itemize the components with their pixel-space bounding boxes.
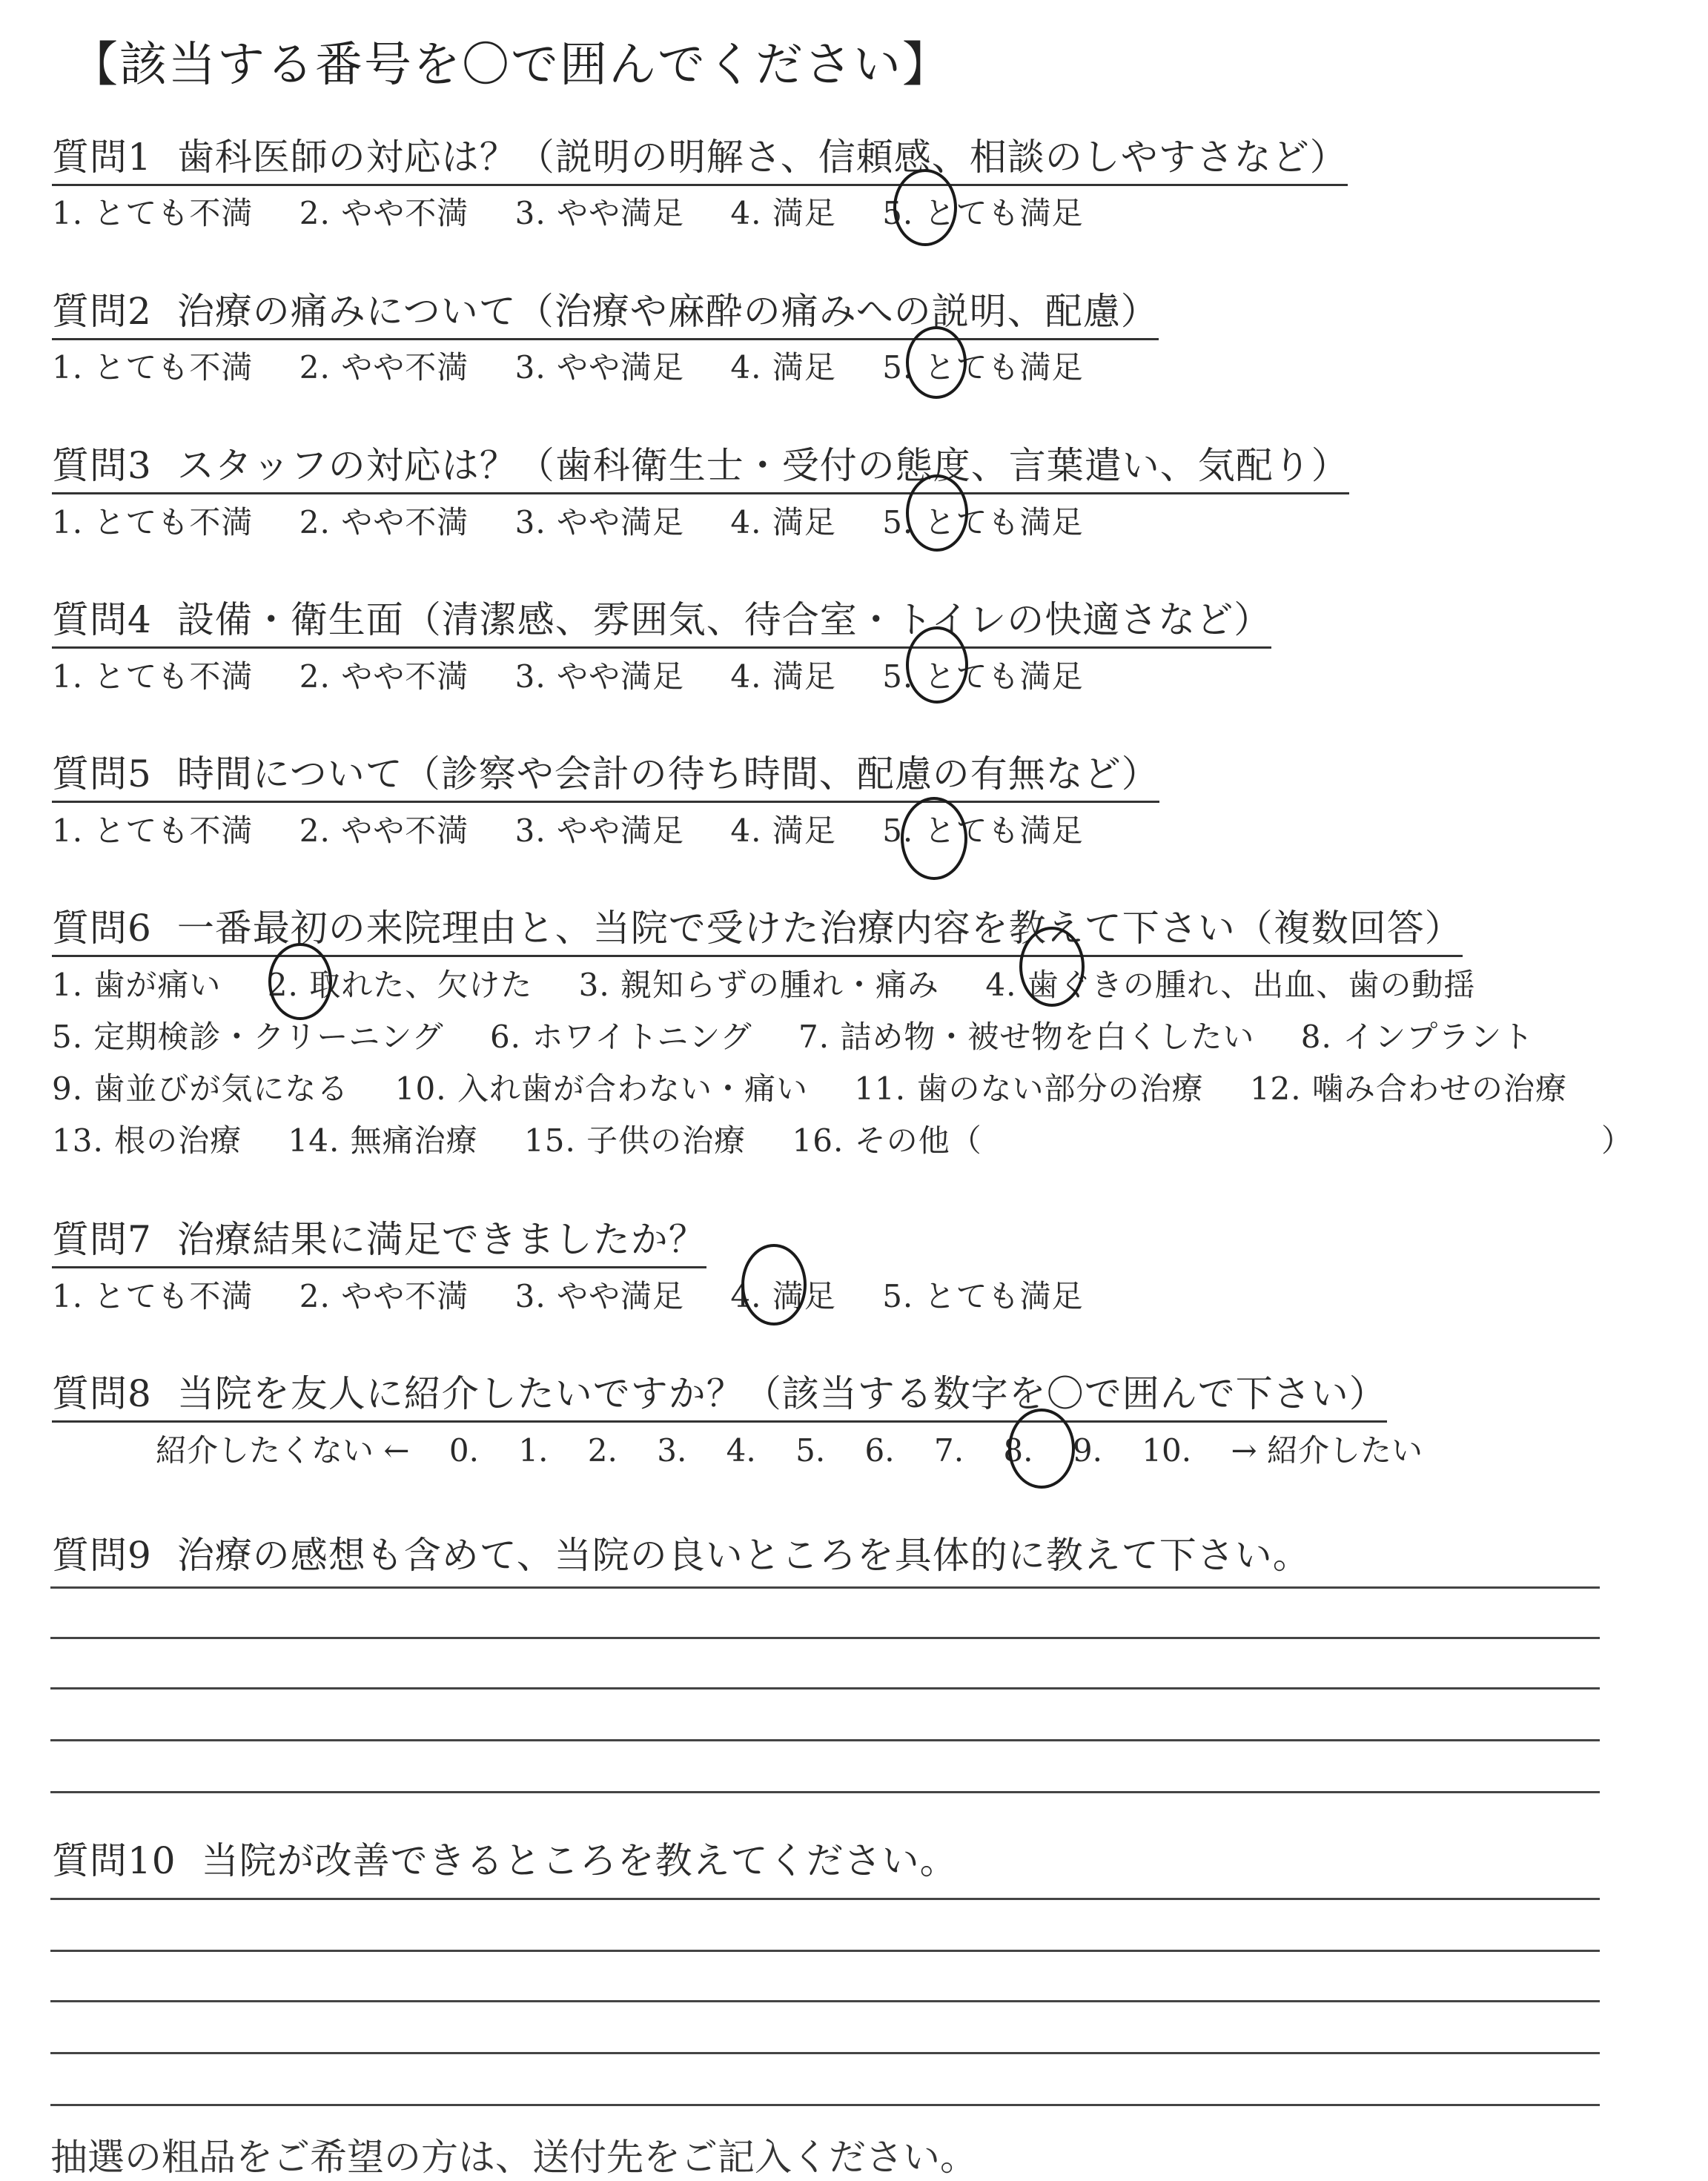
answer-line-q9-1[interactable] <box>50 1586 1600 1589</box>
scale-2[interactable]: 2. <box>587 1432 618 1469</box>
option-4[interactable]: 4. 満足 <box>730 504 836 540</box>
question-text: 治療結果に満足できましたか？ <box>176 1218 706 1261</box>
option-11[interactable]: 11. 歯のない部分の治療 <box>854 1070 1204 1107</box>
option-4[interactable]: 4. 歯ぐきの腫れ、出血、歯の動揺 <box>985 967 1476 1003</box>
other-close-paren: ） <box>1601 1122 1634 1159</box>
question-7-options <box>52 1272 1119 1317</box>
answer-circle-q4 <box>906 626 968 704</box>
scale-8[interactable]: 8. <box>1003 1432 1033 1469</box>
question-text: 時間について（診察や会計の待ち時間、配慮の有無など） <box>176 752 1159 795</box>
footer-note: 抽選の粗品をご希望の方は、送付先をご記入ください。 <box>50 2136 977 2179</box>
question-6-heading <box>52 898 1463 957</box>
scale-right-label: → 紹介したい <box>1231 1432 1423 1469</box>
option-8[interactable]: 8. インプラント <box>1300 1019 1535 1055</box>
question-text: 治療の痛みについて（治療や麻酔の痛みへの説明、配慮） <box>176 290 1159 333</box>
option-2[interactable]: 2. 取れた、欠けた <box>267 967 533 1003</box>
answer-circle-q3 <box>906 474 968 552</box>
option-4[interactable]: 4. 満足 <box>730 349 836 385</box>
option-12[interactable]: 12. 噛み合わせの治療 <box>1249 1070 1567 1107</box>
question-4-heading <box>52 590 1271 649</box>
option-2[interactable]: 2. やや不満 <box>299 813 469 849</box>
question-1-heading <box>52 128 1348 186</box>
option-3[interactable]: 3. やや満足 <box>514 349 685 385</box>
scale-left-label: 紹介したくない ← <box>156 1432 410 1469</box>
option-5[interactable]: 5. とても満足 <box>882 1278 1084 1314</box>
scale-1[interactable]: 1. <box>518 1432 549 1469</box>
question-number: 質問1 <box>52 136 152 179</box>
option-4[interactable]: 4. 満足 <box>730 195 836 231</box>
scale-3[interactable]: 3. <box>657 1432 687 1469</box>
option-4[interactable]: 4. 満足 <box>730 813 836 849</box>
question-text: 一番最初の来院理由と、当院で受けた治療内容を教えて下さい（複数回答） <box>176 907 1463 950</box>
scale-6[interactable]: 6. <box>864 1432 895 1469</box>
option-14[interactable]: 14. 無痛治療 <box>288 1122 478 1159</box>
question-text: 治療の感想も含めて、当院の良いところを具体的に教えて下さい。 <box>176 1534 1311 1577</box>
option-5[interactable]: 5. 定期検診・クリーニング <box>52 1019 444 1055</box>
question-9-heading <box>52 1526 1311 1579</box>
question-text: 設備・衛生面（清潔感、雰囲気、待合室・トイレの快適さなど） <box>176 598 1272 641</box>
option-10[interactable]: 10. 入れ歯が合わない・痛い <box>394 1070 808 1107</box>
scale-10[interactable]: 10. <box>1142 1432 1192 1469</box>
answer-line-q9-3[interactable] <box>50 1687 1600 1689</box>
option-1[interactable]: 1. とても不満 <box>52 349 254 385</box>
question-7-heading <box>52 1210 706 1268</box>
question-text: スタッフの対応は？（歯科衛生士・受付の態度、言葉遣い、気配り） <box>176 444 1349 487</box>
option-5[interactable]: 5. とても満足 <box>882 195 1084 231</box>
option-1[interactable]: 1. とても不満 <box>52 195 254 231</box>
option-5[interactable]: 5. とても満足 <box>882 504 1084 540</box>
question-8-scale <box>156 1426 1452 1471</box>
question-10-heading <box>52 1831 958 1884</box>
option-1[interactable]: 1. とても不満 <box>52 504 254 540</box>
question-number: 質問9 <box>52 1534 152 1577</box>
question-number: 質問7 <box>52 1218 152 1261</box>
question-number: 質問8 <box>52 1372 152 1415</box>
option-2[interactable]: 2. やや不満 <box>299 504 469 540</box>
option-9[interactable]: 9. 歯並びが気になる <box>52 1070 349 1107</box>
option-3[interactable]: 3. やや満足 <box>514 504 685 540</box>
option-2[interactable]: 2. やや不満 <box>299 195 469 231</box>
question-6-options-row-3 <box>52 1065 1603 1109</box>
scale-0[interactable]: 0. <box>448 1432 479 1469</box>
answer-circle-q5 <box>901 797 967 880</box>
option-2[interactable]: 2. やや不満 <box>299 349 469 385</box>
option-15[interactable]: 15. 子供の治療 <box>524 1122 747 1159</box>
option-3[interactable]: 3. やや満足 <box>514 195 685 231</box>
option-4[interactable]: 4. 満足 <box>730 1278 836 1314</box>
question-text: 当院が改善できるところを教えてください。 <box>201 1839 958 1882</box>
option-3[interactable]: 3. やや満足 <box>514 1278 685 1314</box>
option-1[interactable]: 1. とても不満 <box>52 1278 254 1314</box>
scale-9[interactable]: 9. <box>1072 1432 1102 1469</box>
question-6-options-row-2 <box>52 1013 1569 1057</box>
answer-line-q9-5[interactable] <box>50 1791 1600 1793</box>
answer-circle-q2 <box>906 326 967 399</box>
option-16[interactable]: 16. その他（ <box>792 1122 982 1159</box>
question-number: 質問6 <box>52 907 152 950</box>
answer-line-q10-2[interactable] <box>50 1950 1600 1952</box>
scale-5[interactable]: 5. <box>795 1432 826 1469</box>
answer-circle-q8 <box>1008 1409 1075 1489</box>
page-title: 【該当する番号を〇で囲んでください】 <box>70 38 951 93</box>
answer-line-q9-2[interactable] <box>50 1637 1600 1639</box>
question-2-heading <box>52 282 1159 340</box>
option-3[interactable]: 3. やや満足 <box>514 813 685 849</box>
answer-circle-q6-option-4 <box>1019 927 1085 1007</box>
answer-circle-q1 <box>893 169 957 246</box>
option-1[interactable]: 1. 歯が痛い <box>52 967 222 1003</box>
answer-circle-q6-option-2 <box>268 943 332 1020</box>
option-1[interactable]: 1. とても不満 <box>52 658 254 695</box>
question-6-options-row-4 <box>52 1116 1018 1161</box>
answer-line-q10-3[interactable] <box>50 2000 1600 2002</box>
option-2[interactable]: 2. やや不満 <box>299 1278 469 1314</box>
question-1-options <box>52 189 1119 234</box>
option-13[interactable]: 13. 根の治療 <box>52 1122 242 1159</box>
option-2[interactable]: 2. やや不満 <box>299 658 469 695</box>
option-4[interactable]: 4. 満足 <box>730 658 836 695</box>
question-text: 当院を友人に紹介したいですか？（該当する数字を〇で囲んで下さい） <box>176 1372 1387 1415</box>
answer-line-q10-5[interactable] <box>50 2104 1600 2106</box>
answer-circle-q7 <box>741 1244 807 1326</box>
question-number: 質問5 <box>52 752 152 795</box>
option-3[interactable]: 3. 親知らずの腫れ・痛み <box>578 967 940 1003</box>
answer-line-q10-1[interactable] <box>50 1898 1600 1900</box>
question-8-heading <box>52 1364 1387 1423</box>
option-6[interactable]: 6. ホワイトニング <box>489 1019 752 1055</box>
option-3[interactable]: 3. やや満足 <box>514 658 685 695</box>
question-5-heading <box>52 744 1159 803</box>
option-5[interactable]: 5. とても満足 <box>882 813 1084 849</box>
option-5[interactable]: 5. とても満足 <box>882 349 1084 385</box>
scale-4[interactable]: 4. <box>726 1432 756 1469</box>
question-number: 質問3 <box>52 444 152 487</box>
question-3-heading <box>52 436 1349 494</box>
option-7[interactable]: 7. 詰め物・被せ物を白くしたい <box>798 1019 1255 1055</box>
answer-line-q9-4[interactable] <box>50 1739 1600 1741</box>
question-number: 質問2 <box>52 290 152 333</box>
question-text: 歯科医師の対応は？（説明の明解さ、信頼感、相談のしやすさなど） <box>176 136 1348 179</box>
scale-7[interactable]: 7. <box>933 1432 964 1469</box>
option-5[interactable]: 5. とても満足 <box>882 658 1084 695</box>
question-number: 質問4 <box>52 598 152 641</box>
answer-line-q10-4[interactable] <box>50 2052 1600 2054</box>
option-1[interactable]: 1. とても不満 <box>52 813 254 849</box>
question-number: 質問10 <box>52 1839 176 1882</box>
